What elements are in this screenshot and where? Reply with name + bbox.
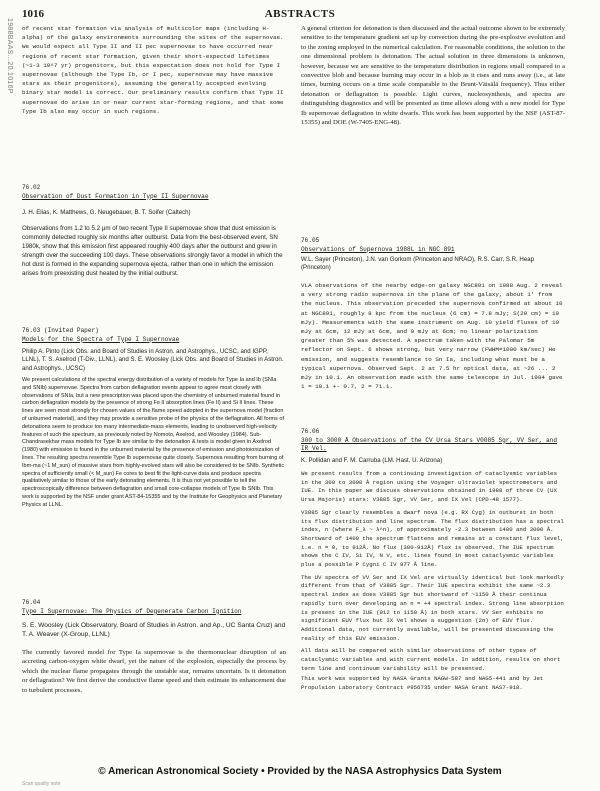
right-continuation-text: A general criterion for detonation is then discussed and the actual outcome shown to be extremely sensitive to the temperature gradient set up by convection during the pre-explosive evolution and to the zoning employed in the numerical calculation. For reasonable conditions, the solution to the one dimensional problem is detonation. The actual solution in three dimensions is unknown, however, because we are sensitive to the temperature distribution in regions small compared to a convective blob and because burning may occur in a blob as it rises and runs away (i.e., at late times, burning occurs on a time scale comparable to the Brunt-Väisälä frequency). Thus either detonation or deflagration is possible. Light curves, nucleosynthesis, and spectra are distinguishing diagnostics and will be presented as time allows along with a new model for Type Ib supernovae deflagration in white dwarfs. This work has been supported by the NSF (AST-87-15355) and DOE (W-7405-ENG-48). <box>301 25 565 127</box>
abstract-76-05-heading <box>301 237 565 254</box>
abstract-title: Type I Supernovae: The Physics of Degenerate Carbon Ignition <box>22 607 242 615</box>
abstract-title: Models for the Spectra of Type I Supernovae <box>22 335 180 343</box>
paragraph: The UV spectra of VV Ser and IX Vel are virtually identical but look markedly different from that of V3885 Sgr. Their IUE spectra exhibit the same ~2.3 spectral index as does V3885 Sgr but shortward of ~1150 Å their continua rapidly turn over developing an n = +4 spectral index. Strong line absorption is present in the IUE (912 to 1150 Å) in both stars. VV Ser exhibits no significant EUV flux but IX Vel shows a suggestion (2σ) of EUV flux. Additional data, not currently available, will be presented discussing the reality of this EUV emission. <box>301 573 564 642</box>
sidebar-code: 1988BAAS...20.1016P <box>6 18 13 94</box>
page-header <box>22 8 578 22</box>
abstract-76-04-heading <box>22 599 286 616</box>
page-number: 1016 <box>22 8 44 20</box>
abstract-body: Observations from 1.2 to 5.2 μm of two recent Type II supernovae show that dust emission is commonly detected roughly six months after outburst. Data from the best-observed event, SN 1980k, show that this emission first appeared roughly 400 days after the outburst and grew in strength over the succeeding 100 days. These observations strongly favor a model in which the hot dust is formed in the expanding supernova ejecta, rather than one in which the emission arises from preexisting dust heated by the initial outburst. <box>22 225 283 277</box>
abstract-code: 76.06 <box>301 428 320 435</box>
abstract-title: 300 to 3000 Å Observations of the CV Ursa Stars V0085 Sgr, VV Ser, and IR Vel. <box>301 436 557 453</box>
abstract-code: 76.04 <box>22 599 41 606</box>
paragraph: V3885 Sgr clearly resembles a dwarf nova (e.g. RX Cyg) in outburst in both its flux distribution and line spectrum. The flux distribution has a spectral index, n (where F_λ ~ λ^n), of approximately -2.3 between 1400 and 3000 Å. Shortward of 1400 the spectrum flattens and remains at a constant flux level, i.e. n = 0, to 912Å. No flux (300-912Å) flux is observed. The IUE spectrum shows the C IV, Si IV, N V, etc. lines found in most cataclysmic variables plus a possible P Cygni C IV 977 Å line. <box>301 508 564 569</box>
abstract-code: 76.02 <box>22 184 41 191</box>
left-intro-text: of recent star formation via analysis of multicolor maps (including H-alpha) of the galaxy environments surrounding the sites of the supernovae. We would expect all Type II and II pec supernovae to have occurred near regions of recent star formation, given their short-expected lifetimes (~1-3 10^7 yr) progenitors, but this expectation does not hold for Type I supernovae (although the Type Ib, or I pec, supernovae may have massive stars as their progenitors), assuming the generally accepted evolving binary star model is correct. Our preliminary results confirm that Type II supernovae do arise in or near current star-forming regions, and that some Type Ib also may occur in such regions. <box>22 25 284 115</box>
abstract-authors: W.L. Sayer (Princeton), J.N. van Gorkom (Princeton and NRAO), R.S. Carr, S.R. Heap (Princeton) <box>301 256 534 272</box>
paragraph: We present results from a continuing investigation of cataclysmic variables in the 300 to 3000 Å region using the Voyager ultraviolet spectrometers and IUE. In this paper we discuss observations obtained in 1988 of three CV (UX Ursa Majoris) stars: V3885 Sgr, VV Ser, and IX Vel (CPD-48 1577). <box>301 470 557 504</box>
abstract-body: The currently favored model for Type Ia supernovae is the thermonuclear disruption of an accreting carbon-oxygen white dwarf, yet the nature of the explosion, especially the process by which the nuclear flame propagates through the unstable star, remains uncertain. Is it detonation or deflagration? We first derive the conductive flame speed and then estimate its enhancement due to turbulent processes. <box>22 649 286 694</box>
paragraph: All data will be compared with similar observations of other types of cataclysmic variables and with current models. In addition, results on short term line and continuum variability will be presented. <box>301 647 561 672</box>
abstract-code: 76.03 (Invited Paper) <box>22 327 99 334</box>
abstract-authors: J. H. Elias, K. Matthews, G. Neugebauer, B. T. Soifer (Caltech) <box>22 209 191 216</box>
abstract-76-03-heading <box>22 327 286 344</box>
abstract-76-02-heading <box>22 184 286 201</box>
page-footer: © American Astronomical Society • Provided by the NASA Astrophysics Data System <box>98 766 502 777</box>
abstract-76-06-heading <box>301 428 565 454</box>
abstract-authors: K. Pollidan and F. M. Carruba (LM. Hast, U. Arizona) <box>301 457 443 464</box>
abstract-authors: S. E. Woosley (Lick Observatory, Board of Studies in Astron. and Ap., UC Santa Cruz) and T. A. Weaver (X-Group, LLNL) <box>22 622 286 638</box>
abstract-title: Observations of Supernova 1988L in NGC 891 <box>301 245 455 253</box>
abstract-title: Observation of Dust Formation in Type II Supernovae <box>22 192 209 200</box>
abstract-body: We present calculations of the spectral energy distribution of a variety of models for Type Ia and Ib (SNIa and SNIb) supernovae. Spectra from carbon deflagration events appear to agree most closely with observations of SNIa, but a new prescription was placed upon the chemistry of unburned material found in carbon deflagration models by the presence of strong Fe II absorption lines (Fe II) and Si II lines. These lines are seen most strongly for chosen values of the flame speed adopted in the supernova model (fraction of unburned material), and they may provide a sensitive probe of the physics of the deflagration. All forms of detonations seem to produce too many intermediate-mass elements, leading to unobserved high-velocity features of such the spectrum, as previously noted by Nomoto, Axelrod, and Woosley (1984). Sub-Chandrasekhar mass models for Type Ib are similar to the detonation & tests is model given in Axelrod (1980) with emission is found in the unburned material by the presence of emission and photoionization of lines. The resulting spectra resemble Type Ib supernovae quite closely. Supernova resulting from burning of Ibm-ma (~1 M_sun) of massive stars from highly-evolved stars will also be considered to be SNIb. Synthetic spectra of sufficiently small (< M_sun) Fe cores to best fit the light-curve data and produce spectra qualitatively similar to those of the early detonating elements. It is thus not yet possible to tell the spectroscopically difference between deflagration and small core-collapse models of Type Ib SNIb. This work is supported by the NSF under grant AST-84-15355 and by the Institute for Geophysics and Planetary Physics at LLNL. <box>22 377 285 508</box>
abstract-body <box>301 470 565 693</box>
paragraph: This work was supported by NASA Grants NAGW-587 and NAG5-441 and by Jet Propulsion Laboratory Contract #956735 under NASA Grant NAS7-918. <box>301 675 544 692</box>
page-title: ABSTRACTS <box>264 8 336 20</box>
abstract-code: 76.05 <box>301 237 320 244</box>
abstract-authors: Philip A. Pinto (Lick Obs. and Board of Studies in Astron. and Astrophys., UCSC, and IGPP, LLNL), T. S. Axelrod (T-Div., LLNL), and S. E. Woosley (Lick Obs. and Board of Studies in Astron. and Astrophys., UCSC) <box>22 348 284 372</box>
corner-note: Scan quality note <box>22 781 61 787</box>
abstract-body: VLA observations of the nearby edge-on galaxy NGC891 on 1988 Aug. 2 reveal a very strong radio supernova in the plane of the galaxy, about 1' from the nucleus. This observation preceded the supernova confirmed at about 10 at NGC891, roughly 8 kpc from the nucleus (6 cm) = 7.8 mJy; S(20 cm) = 10 mJy). Measurements with the same instrument on Aug. 10 yield fluxes of 10 mJy at 6cm, 12 mJy at 6cm, and 9 mJy at 6cm; no linear polarization greater than 5% was detected. A spectrum taken with the Palomar 5m reflector on Sept. 6 shows strong, but very narrow (FWHM=1000 km/sec) He emission, and suggests resemblance to Sn Ia, including what must be a typical supernova. Observed Sept. 2 at 7.5 hr optical data, at ~26 ... 2 mJy in 10.1. An observation made with the same telescope in Jul. 1984 gave 1 = 10.1 +- 0.7, 2 = 71.1. <box>301 282 563 391</box>
